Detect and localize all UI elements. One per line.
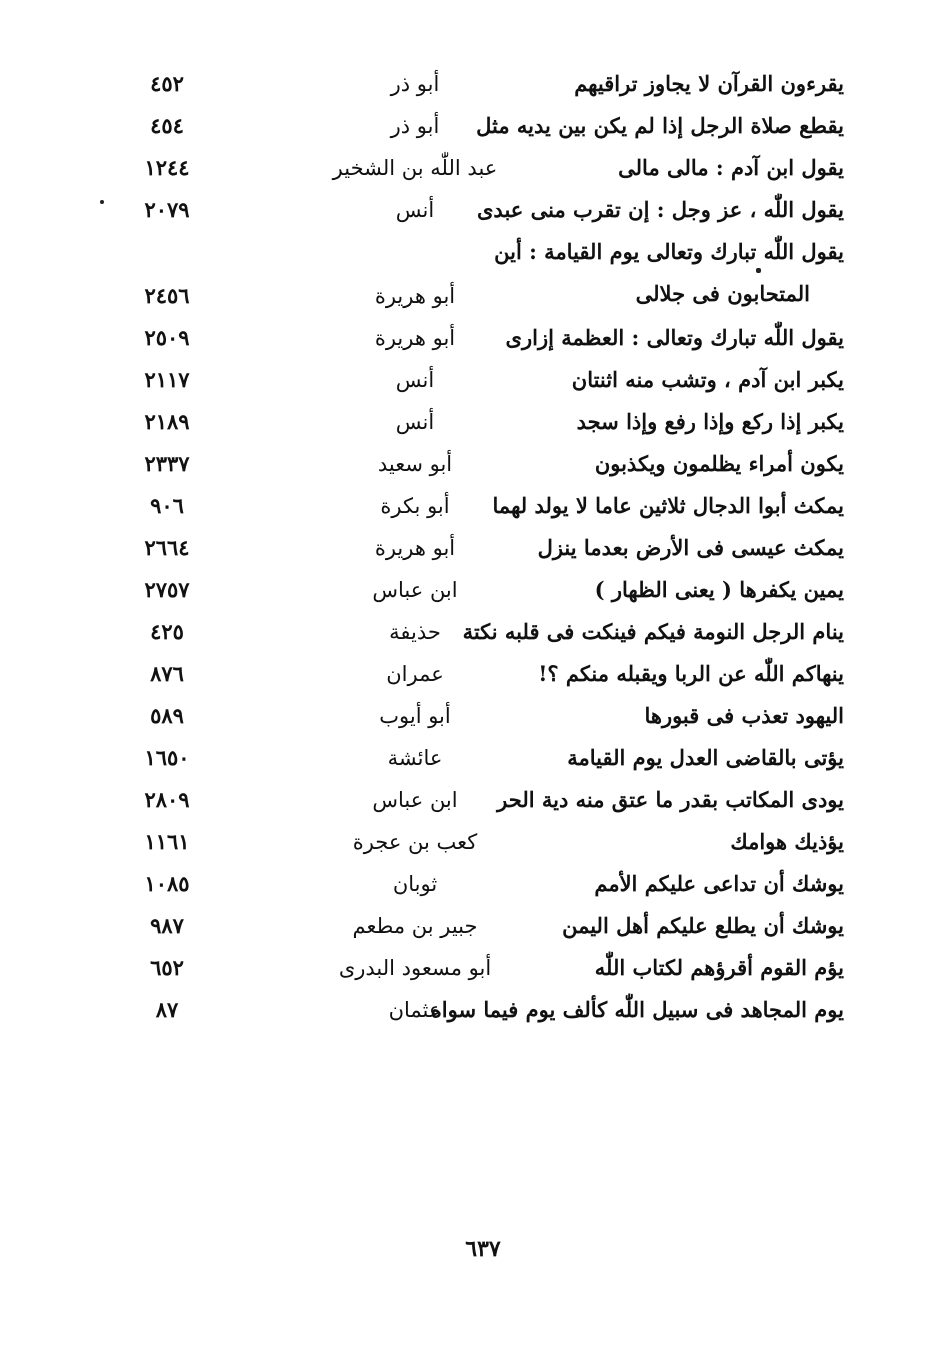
index-row: [0, 189, 936, 231]
narrator-name: ابن عباس: [372, 578, 458, 602]
narrator-name: عبد اللّٰه بن الشخير: [332, 156, 498, 180]
hadith-text: [484, 821, 844, 863]
hadith-text: [484, 317, 844, 359]
index-row: [0, 779, 936, 821]
index-row: [0, 611, 936, 653]
index-row: [0, 569, 936, 611]
hadith-text-line: يمكث عيسى فى الأرض بعدما ينزل: [537, 535, 844, 560]
index-row: [0, 231, 936, 317]
index-row: [0, 737, 936, 779]
hadith-number: ٢٦٦٤: [144, 535, 190, 560]
index-row: [0, 105, 936, 147]
narrator-name: عائشة: [387, 746, 443, 770]
narrator-name: أبو أيوب: [379, 704, 451, 728]
hadith-text: [477, 189, 844, 231]
hadith-index-list: [0, 63, 936, 1031]
hadith-number: ٩٨٧: [150, 913, 184, 938]
hadith-text-line: يقرءون القرآن لا يجاوز تراقيهم: [574, 71, 844, 96]
index-row: [0, 947, 936, 989]
narrator-name: أبو هريرة: [374, 536, 456, 560]
speck-mark: [100, 200, 104, 204]
hadith-text: [430, 989, 844, 1031]
narrator-name: عمران: [386, 662, 444, 686]
hadith-text-line: يقول اللّٰه ، عز وجل : إن تقرب منى عبدى: [477, 197, 844, 222]
narrator-name: أبو بكرة: [380, 494, 450, 518]
hadith-text-line-2: المتحابون فى جلالى: [635, 281, 810, 306]
index-row: [0, 63, 936, 105]
hadith-text-line: يكون أمراء يظلمون ويكذبون: [594, 451, 844, 476]
hadith-text-line: يقول اللّٰه تبارك وتعالى يوم القيامة : أين: [494, 239, 844, 264]
narrator-name: عثمان: [388, 998, 442, 1022]
hadith-text-line: يوشك أن يطلع عليكم أهل اليمن: [562, 913, 844, 938]
narrator-name: أبو ذر: [390, 72, 440, 96]
narrator-name: أبو سعيد: [377, 452, 453, 476]
hadith-number: ١٠٨٥: [144, 871, 190, 896]
page-number: ٦٣٧: [465, 1236, 501, 1262]
hadith-text-line: ينام الرجل النومة فيكم فينكت فى قلبه نكتة: [462, 619, 844, 644]
hadith-text: [484, 485, 844, 527]
hadith-text-line: يؤتى بالقاضى العدل يوم القيامة: [567, 745, 844, 770]
hadith-number: ٦٥٢: [150, 955, 184, 980]
hadith-number: ٩٠٦: [150, 493, 184, 518]
hadith-text: [484, 905, 844, 947]
hadith-text: [484, 147, 844, 189]
narrator-name: ثوبان: [392, 872, 438, 896]
narrator-name: حذيفة: [389, 620, 441, 644]
narrator-name: أنس: [395, 410, 435, 434]
hadith-number: ٤٥٢: [150, 71, 184, 96]
hadith-number: ٤٢٥: [150, 619, 184, 644]
narrator-name: أنس: [395, 368, 435, 392]
hadith-text-line: ينهاكم اللّٰه عن الربا ويقبله منكم ؟!: [538, 661, 844, 686]
hadith-text: [484, 695, 844, 737]
index-row: [0, 989, 936, 1031]
index-row: [0, 905, 936, 947]
hadith-text-line: يؤذيك هوامك: [730, 829, 844, 854]
index-row: [0, 147, 936, 189]
hadith-number: ٢٧٥٧: [144, 577, 190, 602]
hadith-number: ١١٦١: [144, 829, 190, 854]
narrator-name: أبو ذر: [390, 114, 440, 138]
hadith-number: ١٦٥٠: [144, 745, 190, 770]
hadith-number: ٨٧٦: [150, 661, 184, 686]
hadith-text: [484, 653, 844, 695]
index-row: [0, 527, 936, 569]
index-row: [0, 485, 936, 527]
hadith-number: ٤٥٤: [150, 113, 184, 138]
index-row: [0, 863, 936, 905]
hadith-number: ٢٤٥٦: [144, 283, 190, 308]
hadith-text: [484, 359, 844, 401]
hadith-text-line: يكبر إذا ركع وإذا رفع وإذا سجد: [576, 409, 844, 434]
index-row: [0, 359, 936, 401]
hadith-text: [484, 737, 844, 779]
hadith-text-line: يمين يكفرها ( يعنى الظهار ): [594, 577, 844, 602]
narrator-name: أبو مسعود البدرى: [338, 956, 492, 980]
index-row: [0, 695, 936, 737]
hadith-text: [484, 863, 844, 905]
hadith-text: [484, 443, 844, 485]
hadith-text: [462, 611, 844, 653]
narrator-name: أبو هريرة: [374, 284, 456, 308]
hadith-text: [484, 401, 844, 443]
index-row: [0, 317, 936, 359]
hadith-number: ٢١١٧: [144, 367, 190, 392]
hadith-text: [484, 779, 844, 821]
index-row: [0, 443, 936, 485]
hadith-text-line: يؤم القوم أقرؤهم لكتاب اللّٰه: [594, 955, 844, 980]
hadith-text: [484, 947, 844, 989]
hadith-text: [484, 527, 844, 569]
hadith-text: [476, 105, 844, 147]
hadith-text-line: يقول اللّٰه تبارك وتعالى : العظمة إزارى: [505, 325, 844, 350]
hadith-text-line: يمكث أبوا الدجال ثلاثين عاما لا يولد لهما: [492, 493, 844, 518]
narrator-name: ابن عباس: [372, 788, 458, 812]
narrator-name: جبير بن مطعم: [352, 914, 478, 938]
narrator-name: أبو هريرة: [374, 326, 456, 350]
hadith-text: [484, 63, 844, 105]
hadith-text-line: اليهود تعذب فى قبورها: [644, 703, 844, 728]
hadith-number: ٢١٨٩: [144, 409, 190, 434]
hadith-number: ١٢٤٤: [144, 155, 190, 180]
hadith-text-line: يوشك أن تداعى عليكم الأمم: [594, 871, 844, 896]
index-row: [0, 653, 936, 695]
speck-mark: [756, 268, 761, 273]
hadith-number: ٢٠٧٩: [144, 197, 190, 222]
hadith-number: ٢٨٠٩: [144, 787, 190, 812]
narrator-name: كعب بن عجرة: [352, 830, 478, 854]
hadith-text: [484, 231, 844, 315]
index-row: [0, 401, 936, 443]
index-row: [0, 821, 936, 863]
hadith-text-line: يكبر ابن آدم ، وتشب منه اثنتان: [571, 367, 844, 392]
hadith-text-line: يودى المكاتب بقدر ما عتق منه دية الحر: [497, 787, 844, 812]
hadith-text-line: يوم المجاهد فى سبيل اللّٰه كألف يوم فيما سواه: [430, 997, 844, 1022]
narrator-name: أنس: [395, 198, 435, 222]
hadith-text-line: يقول ابن آدم : مالى مالى: [618, 155, 844, 180]
hadith-number: ٥٨٩: [150, 703, 184, 728]
hadith-number: ٢٣٣٧: [144, 451, 190, 476]
hadith-number: ٢٥٠٩: [144, 325, 190, 350]
hadith-text-line: يقطع صلاة الرجل إذا لم يكن بين يديه مثل: [476, 113, 844, 138]
hadith-text: [484, 569, 844, 611]
hadith-number: ٨٧: [155, 997, 179, 1022]
